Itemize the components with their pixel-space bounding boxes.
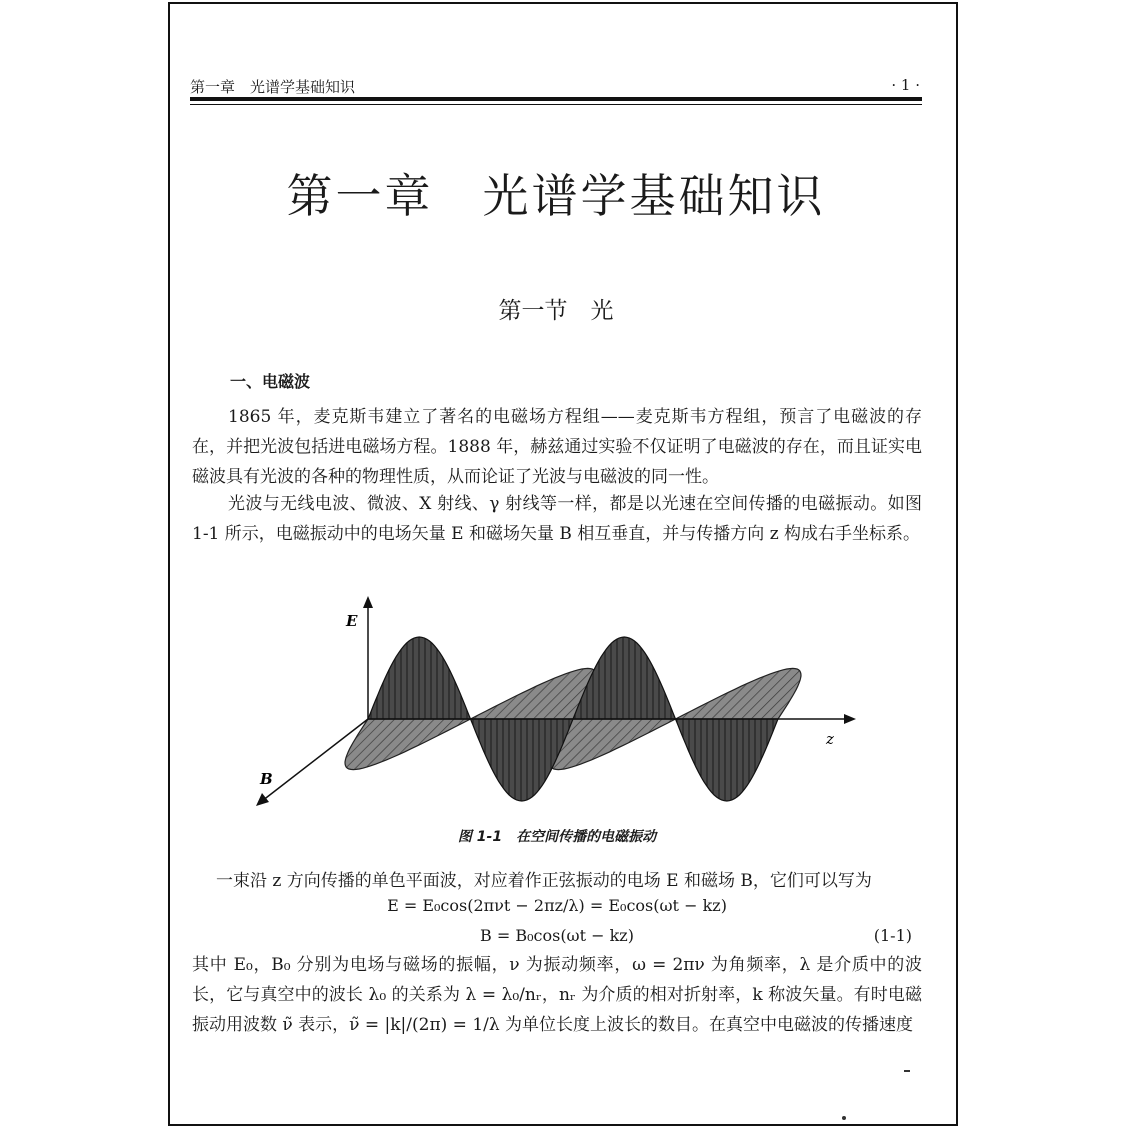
chapter-title: 第一章 光谱学基础知识 <box>286 169 826 223</box>
e-axis-arrow <box>363 596 373 608</box>
equation-e <box>192 896 922 915</box>
subheading: 一、电磁波 <box>230 372 311 391</box>
figure-caption: 图 1-1 在空间传播的电磁振动 <box>457 829 657 845</box>
paragraph-3: 一束沿 z 方向传播的单色平面波，对应着作正弦振动的电场 E 和磁场 B，它们可以写为 <box>216 871 872 891</box>
header-rule-thin <box>190 104 922 105</box>
header-rule-thick <box>190 97 922 101</box>
running-head <box>190 76 920 98</box>
paragraph-2: 光波与无线电波、微波、X 射线、γ 射线等一样，都是以光速在空间传播的电磁振动。如图 1-1 所示，电磁振动中的电场矢量 E 和磁场矢量 B 相互垂直，并与传播方向 z 构成右手坐标系。 <box>192 494 922 544</box>
equation-e-text: E = E₀cos(2πνt − 2πz/λ) = E₀cos(ωt − kz) <box>387 896 727 915</box>
scan-speck <box>904 1070 910 1072</box>
equation-number: (1-1) <box>873 926 912 945</box>
b-axis-label: B <box>260 770 273 788</box>
paragraph-1: 1865 年，麦克斯韦建立了著名的电磁场方程组——麦克斯韦方程组，预言了电磁波的存在，并把光波包括进电磁场方程。1888 年，赫兹通过实验不仅证明了电磁波的存在，而且证实电磁波具有光波的各种的物理性质，从而论证了光波与电磁波的同一性。 <box>192 407 922 487</box>
running-title: 第一章 光谱学基础知识 <box>190 78 356 96</box>
scan-dot <box>842 1116 846 1120</box>
section-title: 第一节 光 <box>498 298 614 324</box>
b-axis-arrow <box>256 793 269 806</box>
equation-b <box>192 926 922 945</box>
page-number: · 1 · <box>891 76 920 94</box>
e-axis-label: E <box>346 612 358 630</box>
z-axis-arrow <box>844 714 856 724</box>
paragraph-4: 其中 E₀，B₀ 分别为电场与磁场的振幅，ν 为振动频率，ω = 2πν 为角频率，λ 是介质中的波长，它与真空中的波长 λ₀ 的关系为 λ = λ₀/nᵣ，nᵣ 为介质的相对折射率，k 称波矢量。有时电磁振动用波数 ν̃ 表示，ν̃ = |k|/(2π) = 1/λ 为单位长度上波长的数目。在真空中电磁波的传播速度 <box>192 955 922 1035</box>
em-wave-figure <box>250 596 870 816</box>
equation-b-text: B = B₀cos(ωt − kz) <box>480 926 634 945</box>
z-axis-label: z <box>826 730 834 748</box>
